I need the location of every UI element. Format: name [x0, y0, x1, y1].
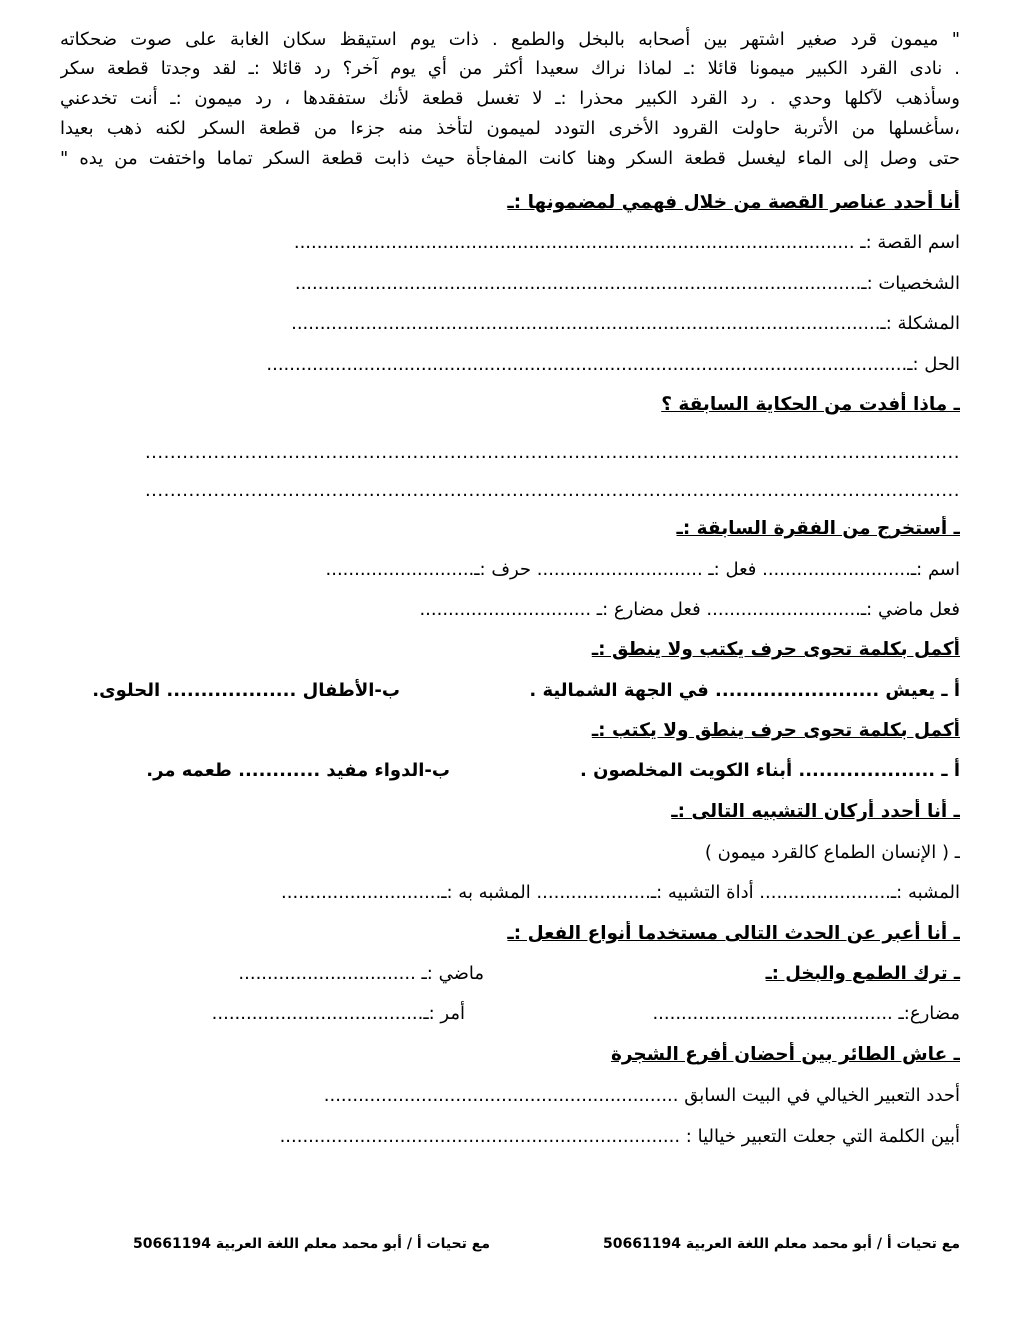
lesson-answer-line[interactable]: ...................................................................................................................................	[144, 442, 960, 463]
extract-past-present-field[interactable]: فعل ماضي :ـ........................... فعل مضارع :ـ ..............................	[419, 599, 960, 620]
lesson-answer-line[interactable]: ...................................................................................................................................	[144, 480, 960, 501]
simile-sentence: ـ ( الإنسان الطماع كالقرد ميمون )	[704, 842, 960, 863]
solution-field[interactable]: الحل :ـ................................................................................................................	[266, 354, 960, 375]
story-line: " ميمون قرد صغير اشتهر بين أصحابه بالبخل والطمع . ذات يوم استيقظ سكان الغابة على صوت ضحكاته	[60, 29, 960, 50]
footer-credit-left: مع تحيات أ / أبو محمد معلم اللغة العربية 50661194	[133, 1236, 490, 1252]
simile-parts-field[interactable]: المشبه :ـ....................... أداة التشبيه :ـ.................... المشبه به :ـ............................	[281, 882, 960, 903]
event-phrase: ـ ترك الطمع والبخل :ـ	[765, 963, 960, 984]
story-line: حتى وصل إلى الماء ليغسل قطعة السكر وهنا كانت المفاجأة حيث ذابت قطعة السكر تماما واختفت من يده "	[60, 148, 960, 169]
extract-noun-verb-letter-field[interactable]: اسم :ـ.......................... فعل :ـ ............................. حرف :ـ..........................	[325, 559, 960, 580]
past-verb-field[interactable]: ماضي :ـ ...............................	[238, 963, 484, 984]
section-heading-extract: ـ أستخرج من الفقرة السابقة :ـ	[676, 518, 960, 539]
story-line: . نادى القرد الكبير ميمونا قائلا :ـ لماذا نراك سعيدا أكثر من أي يوم آخر؟ رد قائلا :ـ لقد وجدتا قطعة سكر	[60, 58, 960, 79]
characters-field[interactable]: الشخصيات :ـ...................................................................................................	[294, 273, 960, 294]
section-heading-imagery: ـ عاش الطائر بين أحضان أفرع الشجرة	[610, 1044, 960, 1065]
footer-credit-right: مع تحيات أ / أبو محمد معلم اللغة العربية 50661194	[603, 1236, 960, 1252]
section-heading-silent-letter: أكمل بكلمة تحوى حرف يكتب ولا ينطق :ـ	[591, 639, 960, 660]
problem-field[interactable]: المشكلة :ـ.......................................................................................................	[291, 313, 960, 334]
spoken-letter-item-a[interactable]: أ ـ .................... أبناء الكويت المخلصون .	[580, 760, 960, 781]
section-heading-lesson: ـ ماذا أفدت من الحكاية السابقة ؟	[661, 394, 960, 415]
section-heading-spoken-letter: أكمل بكلمة تحوى حرف ينطق ولا يكتب :ـ	[591, 720, 960, 741]
section-heading-verb-types: ـ أنا أعبر عن الحدث التالى مستخدما أنواع الفعل :ـ	[507, 923, 960, 944]
imaginative-expression-field[interactable]: أحدد التعبير الخيالي في البيت السابق ..............................................................	[323, 1085, 960, 1106]
spoken-letter-item-b[interactable]: ب-الدواء مفيد ............ طعمه مر.	[146, 760, 450, 781]
imaginative-word-field[interactable]: أبين الكلمة التي جعلت التعبير خياليا : ......................................................................	[279, 1126, 960, 1147]
story-line: ،سأغسلها من الأتربة حاولت القرود الأخرى التودد لميمون لتأخذ منه جزءا من قطعة السكر لكنه ذهب بعيدا	[60, 118, 960, 139]
silent-letter-item-b[interactable]: ب-الأطفال ................... الحلوى.	[92, 680, 400, 701]
silent-letter-item-a[interactable]: أ ـ يعيش ........................ في الجهة الشمالية .	[529, 680, 960, 701]
story-line: وسأذهب لآكلها وحدي . رد القرد الكبير محذرا :ـ لا تغسل قطعة لأنك ستفقدها ، رد ميمون :ـ أنت تخدعني	[60, 88, 960, 109]
section-heading-simile: ـ أنا أحدد أركان التشبيه التالى :ـ	[671, 801, 960, 822]
imperative-verb-field[interactable]: أمر :ـ.....................................	[211, 1003, 465, 1024]
story-name-field[interactable]: اسم القصة :ـ ..................................................................................................	[293, 232, 960, 253]
present-verb-field[interactable]: مضارع:ـ ..........................................	[652, 1003, 960, 1024]
section-heading-story-elements: أنا أحدد عناصر القصة من خلال فهمي لمضمونها :ـ	[507, 192, 960, 213]
